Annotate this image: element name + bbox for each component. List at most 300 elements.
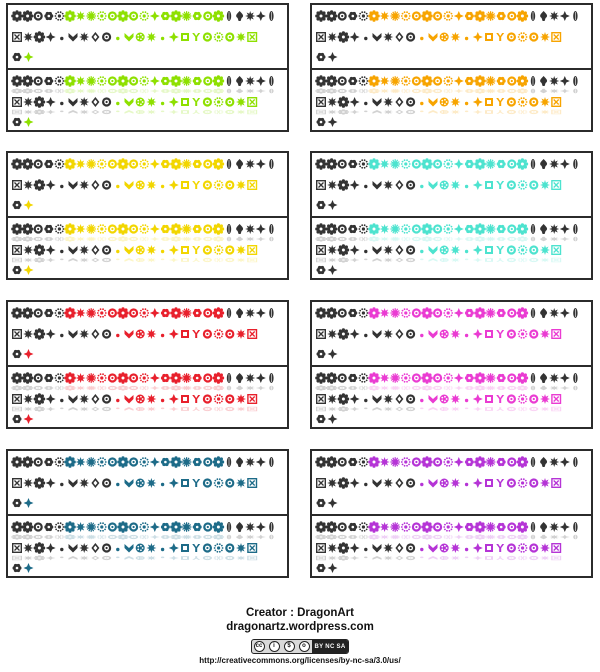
- gear-icon: [34, 542, 46, 554]
- gear-icon: [170, 521, 182, 533]
- gear-icon: [34, 31, 46, 43]
- gear-icon: [22, 75, 34, 87]
- ring-icon: [412, 224, 421, 233]
- cross-icon: [328, 563, 338, 573]
- gear-icon: [474, 158, 486, 170]
- dotring-reflection: [443, 237, 453, 241]
- flower-icon: [161, 374, 170, 382]
- sun-icon: [86, 159, 96, 169]
- ring-reflection: [507, 110, 516, 114]
- squarex-reflection: [552, 258, 561, 262]
- ring-reflection: [34, 237, 43, 241]
- cross-icon: [169, 245, 179, 255]
- star-reflection: [450, 407, 460, 412]
- leaf-icon: [227, 159, 231, 169]
- sun-reflection: [86, 237, 96, 241]
- cross-icon: [256, 11, 266, 21]
- sun-icon: [390, 159, 400, 169]
- diamond-reflection: [91, 407, 99, 412]
- ring-reflection: [433, 386, 442, 390]
- dotring-icon: [443, 11, 453, 20]
- dotring-icon: [214, 180, 224, 189]
- dotring-icon: [443, 159, 453, 168]
- star-icon: [76, 457, 86, 467]
- squarex-icon: [317, 544, 326, 553]
- flower-icon: [193, 225, 202, 233]
- ring-icon: [225, 97, 234, 106]
- cross-reflection: [560, 89, 570, 94]
- chevron-icon: [429, 246, 438, 255]
- flower-reflection: [348, 89, 357, 93]
- ring-icon: [34, 224, 43, 233]
- dotring-icon: [359, 76, 369, 85]
- dotring-icon: [214, 543, 224, 552]
- cross-icon: [473, 32, 483, 42]
- ring-icon: [406, 329, 415, 338]
- sun-icon: [86, 457, 96, 467]
- gear-icon: [315, 158, 327, 170]
- gear-icon: [517, 521, 529, 533]
- red-icon-set: [6, 300, 289, 429]
- star-icon: [236, 543, 246, 553]
- flower-reflection: [193, 89, 202, 93]
- license-url[interactable]: http://creativecommons.org/licenses/by-nc-sa/3.0/us/: [199, 656, 401, 665]
- icon-grid: [8, 70, 287, 132]
- flower-reflection: [44, 89, 53, 93]
- ring-reflection: [406, 407, 415, 411]
- cross-icon: [256, 224, 266, 234]
- cross-reflection: [350, 110, 360, 115]
- square-icon: [181, 33, 189, 41]
- chevron-reflection: [429, 556, 438, 560]
- ring-icon: [507, 245, 516, 254]
- dotring-icon: [359, 159, 369, 168]
- cross-icon: [560, 76, 570, 86]
- cross-icon: [454, 308, 464, 318]
- dotring-icon: [97, 76, 107, 85]
- star-icon: [540, 394, 550, 404]
- chevron-icon: [125, 544, 134, 553]
- dotring-reflection: [518, 110, 528, 114]
- cross-icon: [328, 414, 338, 424]
- cross-icon: [24, 52, 34, 62]
- drop-icon: [364, 334, 367, 337]
- ring-reflection: [203, 258, 212, 262]
- cross-reflection: [150, 535, 160, 540]
- ring-icon: [225, 180, 234, 189]
- square-icon: [181, 479, 189, 487]
- ring-icon: [129, 159, 138, 168]
- ring-icon: [433, 522, 442, 531]
- ring-icon: [507, 32, 516, 41]
- ring-reflection: [529, 110, 538, 114]
- ring-icon: [507, 457, 516, 466]
- cross-reflection: [454, 237, 464, 242]
- ring-reflection: [102, 258, 111, 262]
- dotring-icon: [97, 457, 107, 466]
- cross-icon: [350, 394, 360, 404]
- gear-reflection: [517, 534, 529, 539]
- cross-reflection: [24, 130, 34, 132]
- cross-reflection: [473, 556, 483, 561]
- gear-icon: [213, 456, 225, 468]
- sun-icon: [182, 11, 192, 21]
- chevron-reflection: [373, 556, 382, 560]
- gear-icon: [368, 456, 380, 468]
- dotring-icon: [214, 394, 224, 403]
- gear-reflection: [117, 385, 129, 390]
- spade-icon: [540, 308, 547, 318]
- flower-reflection: [193, 535, 202, 539]
- fork-icon: [496, 181, 504, 189]
- ring-icon: [108, 11, 117, 20]
- star-icon: [146, 478, 156, 488]
- star-icon: [549, 159, 559, 169]
- star-reflection: [236, 407, 246, 412]
- dotring-icon: [443, 373, 453, 382]
- sun-icon: [390, 522, 400, 532]
- chevron-icon: [69, 544, 78, 553]
- star-icon: [383, 543, 393, 553]
- icon-grid: [8, 516, 287, 578]
- dotring-icon: [97, 224, 107, 233]
- gear-icon: [11, 10, 23, 22]
- license-badge-text: BY NC SA: [312, 640, 349, 653]
- sun-icon: [86, 373, 96, 383]
- spade-icon: [540, 457, 547, 467]
- cross-reflection: [169, 407, 179, 412]
- squarex-icon: [552, 181, 561, 190]
- flower-icon: [348, 523, 357, 531]
- star-reflection: [236, 258, 246, 263]
- ring-reflection: [406, 556, 415, 560]
- cross-reflection: [473, 258, 483, 263]
- sun-icon: [486, 11, 496, 21]
- icon-grid: [8, 5, 287, 68]
- dotring-icon: [518, 97, 528, 106]
- gear-icon: [338, 96, 350, 108]
- gear-icon: [64, 307, 76, 319]
- ring-icon: [102, 180, 111, 189]
- dotring-icon: [55, 457, 65, 466]
- drop-icon: [161, 250, 164, 253]
- drop-icon: [60, 334, 63, 337]
- ring-reflection: [529, 556, 538, 560]
- flower-icon: [13, 415, 22, 423]
- cross-icon: [560, 522, 570, 532]
- chevron-icon: [373, 246, 382, 255]
- ring-icon: [507, 478, 516, 487]
- squarex-icon: [552, 98, 561, 107]
- star-icon: [380, 457, 390, 467]
- drop-icon: [161, 399, 164, 402]
- star-icon: [327, 394, 337, 404]
- dotring-icon: [518, 329, 528, 338]
- gear-icon: [315, 75, 327, 87]
- ring-icon: [108, 457, 117, 466]
- dotring-icon: [359, 224, 369, 233]
- sun-icon: [182, 373, 192, 383]
- ring-icon: [225, 478, 234, 487]
- star-icon: [236, 180, 246, 190]
- flower-icon: [193, 374, 202, 382]
- flower-reflection: [13, 130, 22, 132]
- gear-icon: [22, 223, 34, 235]
- leaf-reflection: [531, 386, 535, 391]
- chevron-icon: [373, 33, 382, 42]
- dotring-icon: [401, 522, 411, 531]
- star-reflection: [380, 237, 390, 242]
- star-icon: [146, 180, 156, 190]
- squarex-icon: [248, 33, 257, 42]
- gear-icon: [11, 307, 23, 319]
- drop-icon: [161, 483, 164, 486]
- ring-icon: [108, 159, 117, 168]
- fork-reflection: [496, 110, 504, 114]
- dotring-reflection: [401, 386, 411, 390]
- blob-icon: [136, 246, 145, 255]
- square-reflection: [485, 407, 493, 411]
- drop-icon: [465, 399, 468, 402]
- blob-icon: [136, 330, 145, 339]
- cross-icon: [24, 117, 34, 127]
- flower-reflection: [161, 89, 170, 93]
- star-reflection: [76, 386, 86, 391]
- cross-reflection: [46, 258, 56, 263]
- gear-reflection: [338, 406, 350, 411]
- star-icon: [79, 329, 89, 339]
- ring-icon: [102, 478, 111, 487]
- diamond-icon: [91, 543, 99, 553]
- ring-icon: [338, 522, 347, 531]
- flat-icon-row-group: [312, 302, 591, 365]
- gear-icon: [474, 10, 486, 22]
- cross-reflection: [150, 89, 160, 94]
- ring-icon: [529, 329, 538, 338]
- star-icon: [450, 245, 460, 255]
- leaf-icon: [269, 308, 273, 318]
- ring-icon: [203, 522, 212, 531]
- sun-icon: [390, 308, 400, 318]
- blob-icon: [440, 33, 449, 42]
- ring-icon: [338, 224, 347, 233]
- gear-icon: [64, 10, 76, 22]
- chevron-icon: [429, 181, 438, 190]
- cross-icon: [169, 394, 179, 404]
- gear-reflection: [338, 109, 350, 114]
- sun-icon: [486, 373, 496, 383]
- dotring-reflection: [359, 237, 369, 241]
- dotring-icon: [97, 11, 107, 20]
- chevron-icon: [429, 33, 438, 42]
- drop-reflection: [116, 259, 119, 261]
- leaf-reflection: [573, 237, 577, 242]
- gear-reflection: [368, 534, 380, 539]
- flower-icon: [465, 12, 474, 20]
- cross-icon: [350, 478, 360, 488]
- drop-icon: [364, 185, 367, 188]
- drop-icon: [116, 250, 119, 253]
- sun-reflection: [86, 386, 96, 390]
- cross-icon: [560, 224, 570, 234]
- squarex-icon: [248, 246, 257, 255]
- blob-icon: [136, 181, 145, 190]
- cross-icon: [24, 414, 34, 424]
- gear-reflection: [315, 88, 327, 93]
- fork-icon: [496, 33, 504, 41]
- dotring-icon: [359, 308, 369, 317]
- drop-icon: [161, 185, 164, 188]
- diamond-icon: [91, 97, 99, 107]
- dotring-icon: [214, 97, 224, 106]
- leaf-icon: [531, 308, 535, 318]
- flower-reflection: [317, 278, 326, 280]
- drop-icon: [420, 483, 423, 486]
- reflected-icon-row-group: [8, 365, 287, 429]
- flower-icon: [497, 309, 506, 317]
- gear-icon: [170, 456, 182, 468]
- gear-reflection: [338, 257, 350, 262]
- flower-icon: [497, 225, 506, 233]
- squarex-reflection: [248, 110, 257, 114]
- dotring-reflection: [401, 89, 411, 93]
- ring-icon: [412, 159, 421, 168]
- dotring-icon: [55, 11, 65, 20]
- leaf-icon: [573, 76, 577, 86]
- gear-reflection: [170, 88, 182, 93]
- gear-icon: [338, 328, 350, 340]
- flower-reflection: [193, 237, 202, 241]
- dotring-icon: [55, 159, 65, 168]
- gear-icon: [170, 75, 182, 87]
- diamond-icon: [395, 180, 403, 190]
- ring-icon: [34, 373, 43, 382]
- cross-icon: [560, 159, 570, 169]
- gear-icon: [517, 456, 529, 468]
- ring-icon: [203, 373, 212, 382]
- dotring-icon: [139, 457, 149, 466]
- chevron-icon: [429, 395, 438, 404]
- gear-icon: [517, 372, 529, 384]
- star-icon: [245, 308, 255, 318]
- star-icon: [79, 32, 89, 42]
- sun-reflection: [390, 89, 400, 93]
- chevron-icon: [125, 98, 134, 107]
- drop-icon: [465, 548, 468, 551]
- ring-reflection: [225, 110, 234, 114]
- cross-icon: [473, 180, 483, 190]
- cross-icon: [350, 543, 360, 553]
- leaf-reflection: [269, 237, 273, 242]
- ring-icon: [102, 394, 111, 403]
- ring-icon: [129, 373, 138, 382]
- flower-reflection: [44, 386, 53, 390]
- leaf-reflection: [573, 386, 577, 391]
- drop-icon: [364, 250, 367, 253]
- dotring-reflection: [443, 89, 453, 93]
- flower-reflection: [44, 535, 53, 539]
- squarex-reflection: [552, 407, 561, 411]
- cross-icon: [350, 245, 360, 255]
- gear-icon: [117, 307, 129, 319]
- gear-icon: [213, 10, 225, 22]
- dotring-reflection: [55, 535, 65, 539]
- diamond-icon: [91, 180, 99, 190]
- spade-icon: [540, 159, 547, 169]
- fork-icon: [496, 395, 504, 403]
- leaf-reflection: [531, 237, 535, 242]
- gear-icon: [338, 31, 350, 43]
- cross-icon: [473, 543, 483, 553]
- sun-icon: [390, 457, 400, 467]
- drop-icon: [60, 399, 63, 402]
- star-icon: [79, 478, 89, 488]
- star-reflection: [450, 258, 460, 263]
- ring-icon: [507, 11, 516, 20]
- flower-reflection: [465, 237, 474, 241]
- dotring-reflection: [443, 535, 453, 539]
- ring-icon: [507, 159, 516, 168]
- gear-icon: [338, 477, 350, 489]
- ring-icon: [507, 97, 516, 106]
- squarex-icon: [248, 98, 257, 107]
- leaf-reflection: [227, 237, 231, 242]
- gear-icon: [117, 10, 129, 22]
- ring-reflection: [203, 110, 212, 114]
- blob-icon: [136, 544, 145, 553]
- star-icon: [450, 180, 460, 190]
- flower-icon: [348, 12, 357, 20]
- star-reflection: [245, 237, 255, 242]
- cross-icon: [169, 478, 179, 488]
- star-icon: [540, 180, 550, 190]
- blob-icon: [440, 544, 449, 553]
- gear-reflection: [170, 385, 182, 390]
- drop-icon: [364, 548, 367, 551]
- star-icon: [450, 394, 460, 404]
- sun-reflection: [486, 535, 496, 539]
- drop-icon: [420, 334, 423, 337]
- cross-icon: [454, 159, 464, 169]
- squarex-icon: [248, 479, 257, 488]
- cross-icon: [256, 159, 266, 169]
- dotring-icon: [214, 32, 224, 41]
- ring-icon: [433, 159, 442, 168]
- drop-icon: [116, 483, 119, 486]
- leaf-reflection: [531, 535, 535, 540]
- chevron-icon: [373, 395, 382, 404]
- sun-icon: [86, 224, 96, 234]
- ring-reflection: [529, 407, 538, 411]
- ring-reflection: [102, 407, 111, 411]
- squarex-reflection: [248, 407, 257, 411]
- icon-grid: [312, 153, 591, 216]
- ring-reflection: [108, 535, 117, 539]
- chevron-reflection: [69, 110, 78, 114]
- ring-icon: [406, 394, 415, 403]
- blob-icon: [440, 181, 449, 190]
- dotring-reflection: [401, 535, 411, 539]
- cross-icon: [46, 180, 56, 190]
- website-link[interactable]: dragonartz.wordpress.com: [226, 621, 374, 633]
- orange-icon-set: [310, 3, 593, 132]
- creative-commons-badge[interactable]: [251, 639, 350, 654]
- gear-icon: [34, 328, 46, 340]
- dotring-icon: [55, 522, 65, 531]
- dotring-icon: [359, 522, 369, 531]
- cross-icon: [150, 76, 160, 86]
- cross-reflection: [150, 386, 160, 391]
